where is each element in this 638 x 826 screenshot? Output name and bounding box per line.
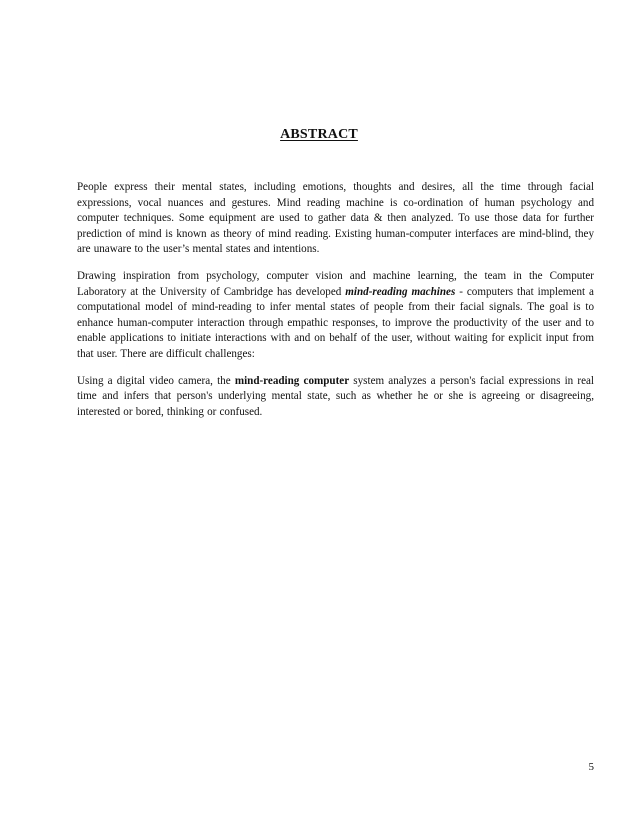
paragraph-2-text-before: Drawing inspiration from psychology, computer vision and machine learning, the team in the Computer Laboratory at the University of Cambridge has developed	[77, 269, 594, 298]
mind-reading-machines-term: mind-reading machines	[345, 285, 456, 298]
paragraph-2	[77, 269, 594, 363]
paragraph-3-text-before: Using a digital video camera, the	[77, 374, 235, 387]
paragraph-1: People express their mental states, including emotions, thoughts and desires, all the time through facial expressions, vocal nuances and gestures. Mind reading machine is co-ordination of human psychology and computer techniques. Some equipment are used to gather data & then analyzed. To use those data for further prediction of mind is known as theory of mind reading. Existing human-computer interfaces are mind-blind, they are unaware to the user’s mental states and intentions.	[77, 181, 594, 256]
page-number: 5	[588, 761, 594, 773]
abstract-body	[77, 180, 594, 431]
paragraph-3	[77, 374, 594, 421]
mind-reading-computer-term: mind-reading computer	[234, 374, 350, 387]
paragraph-2-text-after: - computers that implement a computational model of mind-reading to infer mental states of people from their facial signals. The goal is to enhance human-computer interaction through empathic responses, to improve the productivity of the user and to enable applications to initiate interactions with and on behalf of the user, without waiting for explicit input from that user. There are difficult challenges:	[77, 285, 594, 360]
paragraph-3-text-after: system analyzes a person's facial expressions in real time and infers that person's underlying mental state, such as whether he or she is agreeing or disagreeing, interested or bored, thinking or confused.	[77, 374, 594, 418]
abstract-heading: ABSTRACT	[280, 127, 358, 142]
